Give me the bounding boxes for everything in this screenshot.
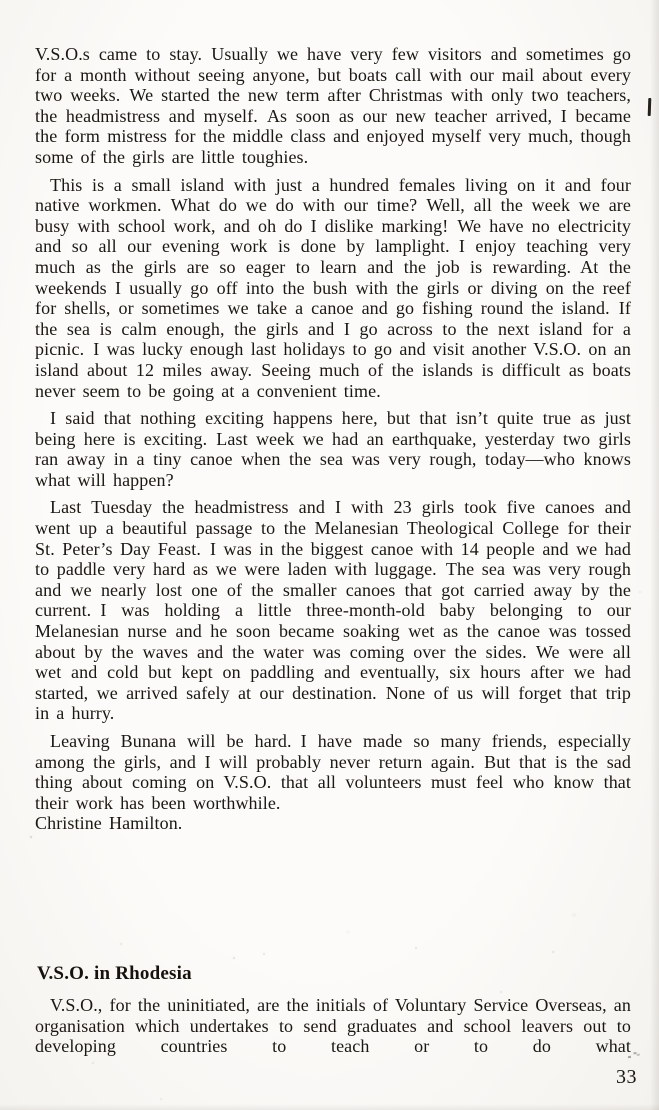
letter-body <box>35 44 631 834</box>
paragraph-vso-came-to-stay: V.S.O.s came to stay. Usually we have very few visitors and sometimes go for a month without seeing anyone, but boats call with our mail about every two weeks. We started the new term after Christmas with only two teachers, the headmistress and myself. As soon as our new teacher arrived, I became the form mistress for the middle class and enjoyed myself very much, though some of the girls are little toughies. <box>35 44 631 167</box>
scan-edge-bottom <box>0 1104 659 1110</box>
paragraph-nothing-exciting: I said that nothing exciting happens here, but that isn’t quite true as just being here is exciting. Last week we had an earthquake, yesterday two girls ran away in a tiny canoe when the sea was very rough, today—who knows what will happen? <box>35 408 631 490</box>
next-article <box>35 963 631 1057</box>
paragraph-leaving-bunana: Leaving Bunana will be hard. I have made so many friends, especially among the girls, and I will probably never return again. But that is the sad thing about coming on V.S.O. that all volunteers must feel who know that their work has been worthwhile. <box>35 731 631 813</box>
paragraph-vso-for-uninitiated: V.S.O., for the uninitiated, are the initials of Voluntary Service Overseas, an organisation which undertakes to send graduates and school leavers out to developing countries to teach or to do what <box>35 995 631 1057</box>
paragraph-last-tuesday: Last Tuesday the headmistress and I with 23 girls took five canoes and went up a beautiful passage to the Melanesian Theological College for their St. Peter’s Day Feast. I was in the biggest canoe with 14 people and we had to paddle very hard as we were laden with luggage. The sea was very rough and we nearly lost one of the smaller canoes that got carried away by the current. I was holding a little three-month-old baby belonging to our Melanesian nurse and he soon became soaking wet as the canoe was tossed about by the waves and the water was coming over the sides. We were all wet and cold but kept on paddling and eventually, six hours after we had started, we arrived safely at our destination. None of us will forget that trip in a hurry. <box>35 497 631 724</box>
section-heading: V.S.O. in Rhodesia <box>37 963 192 984</box>
scan-speckles <box>0 0 2 2</box>
ink-mark <box>648 98 652 116</box>
page-number: 33 <box>616 1066 637 1088</box>
signature: Christine Hamilton. <box>35 813 183 834</box>
scan-edge-right <box>650 0 659 1110</box>
paragraph-small-island: This is a small island with just a hundred females living on it and four native workmen. What do we do with our time? Well, all the week we are busy with school work, and oh do I dislike marking! We have no electricity and so all our evening work is done by lamplight. I enjoy teaching very much as the girls are so eager to learn and the job is rewarding. At the weekends I usually go off into the bush with the girls or diving on the reef for shells, or sometimes we take a canoe and go fishing round the island. If the sea is calm enough, the girls and I go across to the next island for a picnic. I was lucky enough last holidays to go and visit another V.S.O. on an island about 12 miles away. Seeing much of the islands is difficult as boats never seem to be going at a convenient time. <box>35 174 631 401</box>
